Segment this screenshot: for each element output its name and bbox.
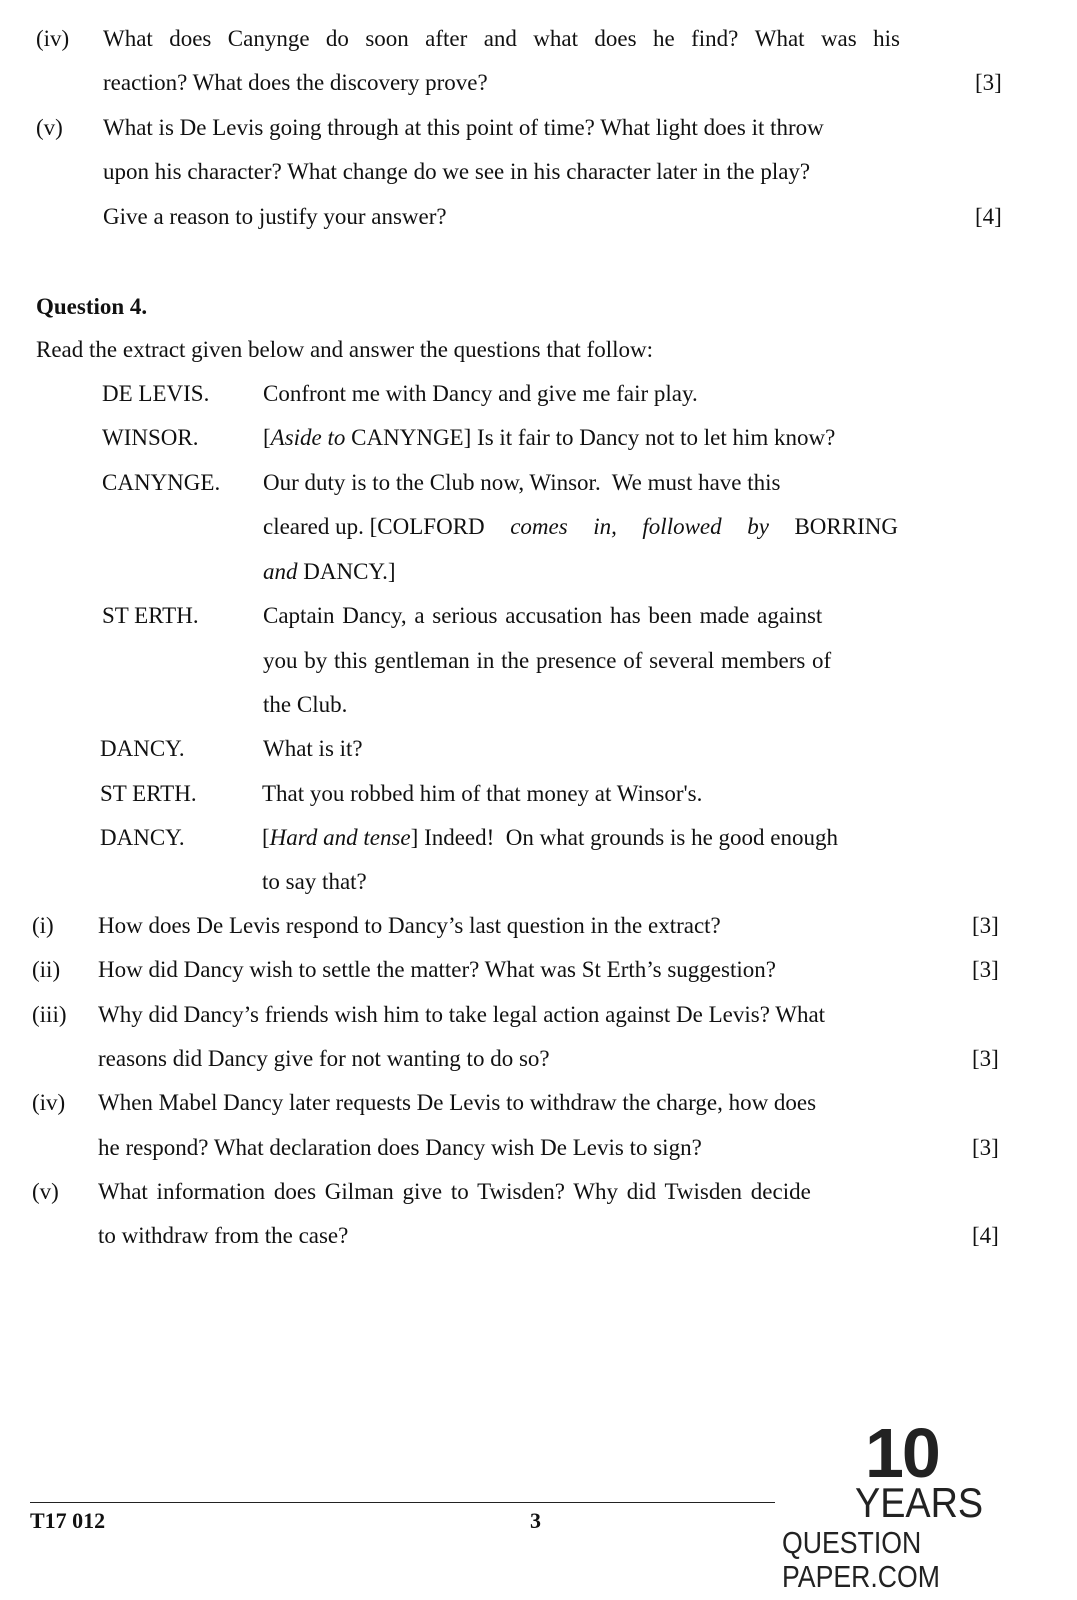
paper-code: T17 012 — [30, 1508, 106, 1533]
question-text-line: How did Dancy wish to settle the matter? What was St Erth’s suggestion? — [98, 957, 776, 982]
question-number: (i) — [32, 913, 54, 938]
question-text-line: How does De Levis respond to Dancy’s last question in the extract? — [98, 913, 721, 938]
watermark-word: YEARS — [855, 1479, 984, 1526]
watermark-logo — [760, 1414, 1060, 1594]
question-text-line: reasons did Dancy give for not wanting to do so? — [98, 1046, 550, 1071]
speaker-label: DANCY. — [100, 825, 185, 850]
speaker-label: ST ERTH. — [102, 603, 199, 628]
question-number: (iv) — [36, 26, 70, 51]
question-number: (iv) — [32, 1090, 66, 1115]
question-text-line: he respond? What declaration does Dancy wish De Levis to sign? — [98, 1135, 702, 1160]
dialogue-line: That you robbed him of that money at Winsor's. — [262, 781, 703, 806]
marks-label: [3] — [972, 957, 999, 982]
speaker-label: ST ERTH. — [100, 781, 197, 806]
speaker-label: DANCY. — [100, 736, 185, 761]
marks-label: [3] — [972, 1135, 999, 1160]
page-number: 3 — [530, 1508, 541, 1533]
watermark-site: QUESTION PAPER.COM — [782, 1525, 941, 1594]
dialogue-line: Confront me with Dancy and give me fair play. — [263, 381, 698, 406]
dialogue-line: What is it? — [263, 736, 363, 761]
question-text-line: Give a reason to justify your answer? — [103, 204, 447, 229]
dialogue-line: to say that? — [262, 869, 367, 894]
footer-rule — [30, 1502, 775, 1503]
marks-label: [3] — [972, 1046, 999, 1071]
stage-direction: Aside to — [270, 425, 346, 450]
question-number: (v) — [36, 115, 63, 140]
marks-label: [3] — [972, 913, 999, 938]
question-heading: Question 4. — [36, 294, 148, 319]
watermark-number: 10 — [865, 1414, 939, 1492]
speaker-label: DE LEVIS. — [102, 381, 210, 406]
question-text-line: What is De Levis going through at this point of time? What light does it throw — [103, 115, 824, 140]
dialogue-line: [Hard and tense] Indeed! On what grounds is he good enough — [262, 825, 838, 850]
dialogue-line: and DANCY.] — [263, 559, 396, 584]
question-number: (iii) — [32, 1002, 67, 1027]
dialogue-line: [Aside to CANYNGE] Is it fair to Dancy not to let him know? — [263, 425, 836, 450]
question-number: (v) — [32, 1179, 59, 1204]
instruction-text: Read the extract given below and answer the questions that follow: — [36, 337, 653, 362]
question-text-line: to withdraw from the case? — [98, 1223, 349, 1248]
question-number: (ii) — [32, 957, 61, 982]
dialogue-line: Our duty is to the Club now, Winsor. We must have this — [263, 470, 781, 495]
marks-label: [3] — [975, 70, 1002, 95]
speaker-label: WINSOR. — [102, 425, 199, 450]
question-text-line: What does Canynge do soon after and what does he find? What was his — [103, 26, 900, 51]
dialogue-line: you by this gentleman in the presence of several members of — [263, 648, 832, 673]
question-text-line: reaction? What does the discovery prove? — [103, 70, 488, 95]
question-text-line: What information does Gilman give to Twisden? Why did Twisden decide — [98, 1179, 811, 1204]
dialogue-line: cleared up. [COLFORD comes in, followed by BORRING — [263, 514, 898, 539]
dialogue-line: the Club. — [263, 692, 348, 717]
marks-label: [4] — [972, 1223, 999, 1248]
question-text-line: Why did Dancy’s friends wish him to take legal action against De Levis? What — [98, 1002, 826, 1027]
question-text-line: upon his character? What change do we see in his character later in the play? — [103, 159, 811, 184]
question-text-line: When Mabel Dancy later requests De Levis to withdraw the charge, how does — [98, 1090, 817, 1115]
marks-label: [4] — [975, 204, 1002, 229]
stage-direction: Hard and tense — [269, 825, 411, 850]
dialogue-line: Captain Dancy, a serious accusation has been made against — [263, 603, 823, 628]
speaker-label: CANYNGE. — [102, 470, 221, 495]
